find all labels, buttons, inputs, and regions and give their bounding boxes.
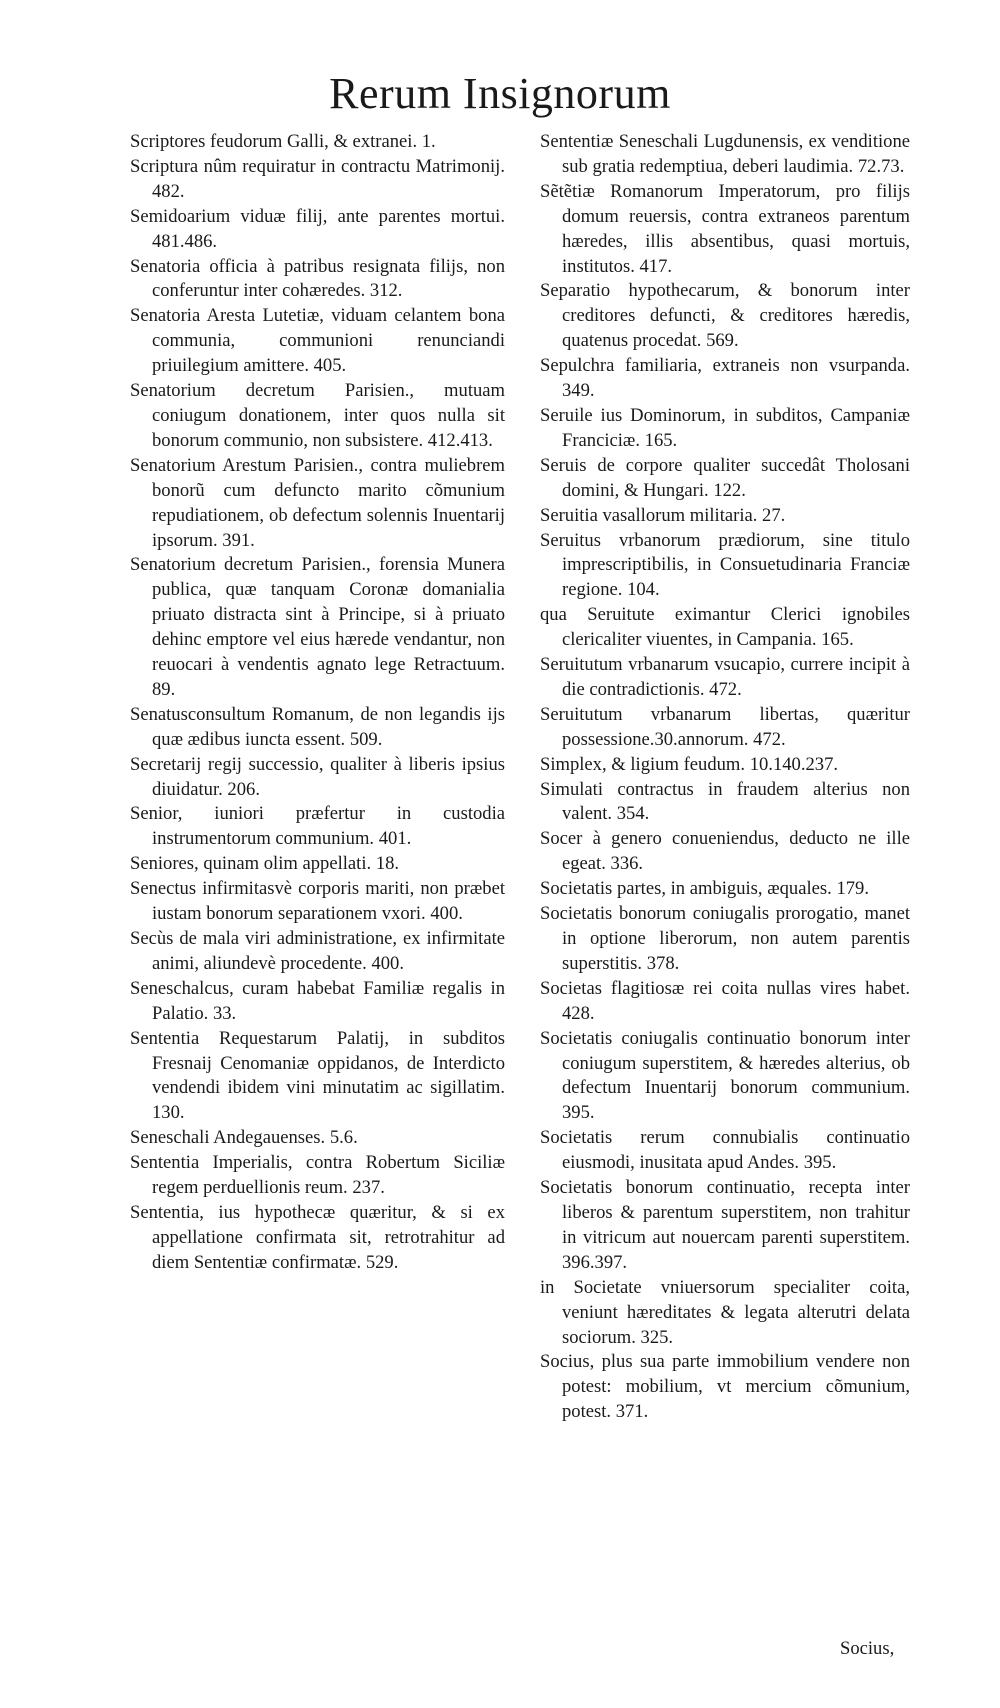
entry-page-ref: 371. — [615, 1401, 649, 1423]
entry-page-ref: 312. — [369, 280, 403, 302]
entry-text: Socius, plus sua parte immobilium vendere non potest: mobilium, vt mercium cõmunium, potest. — [540, 1351, 910, 1423]
entry-page-ref: 1. — [421, 131, 436, 152]
entry-text: Senatusconsultum Romanum, de non legandis ijs quæ ædibus iuncta essent. — [130, 703, 505, 750]
entry-page-ref: 72.73. — [857, 155, 905, 177]
index-entry — [540, 753, 910, 778]
index-entry — [540, 404, 910, 454]
entry-text: Societas flagitiosæ rei coita nullas vires habet. — [540, 977, 910, 999]
index-entry — [540, 454, 910, 504]
entry-text: Seniores, quinam olim appellati. — [130, 853, 372, 875]
entry-page-ref: 122. — [713, 479, 746, 501]
index-entry — [130, 155, 505, 205]
entry-page-ref: 400. — [371, 952, 404, 974]
entry-page-ref: 395. — [803, 1152, 837, 1174]
entry-page-ref: 400. — [430, 903, 463, 925]
index-entry — [130, 852, 505, 877]
entry-page-ref: 395. — [562, 1102, 595, 1124]
entry-text: Seneschali Andegauenses. — [130, 1127, 326, 1149]
entry-page-ref: 130. — [152, 1102, 185, 1124]
entry-text: qua Seruitute eximantur Clerici ignobiles clericaliter viuentes, in Campania. — [540, 604, 910, 651]
entry-page-ref: 472. — [709, 678, 742, 700]
index-entry — [130, 877, 505, 927]
index-entry — [130, 977, 505, 1027]
left-index-column — [130, 130, 505, 1276]
entry-page-ref: 18. — [375, 853, 400, 875]
entry-text: Senatorium Arestum Parisien., contra muliebrem bonorũ cum defuncto marito cõmunium repudiationem, ob defectum solennis Inuentarij ipsorum. — [130, 454, 505, 551]
entry-text: Sententia Requestarum Palatij, in subditos Fresnaij Cenomaniæ oppidanos, de Interdicto vendendi ibidem vini minutatim ac sigillatim. — [130, 1027, 505, 1099]
entry-text: Simplex, & ligium feudum. — [540, 753, 746, 775]
index-entry — [540, 180, 910, 280]
index-entry — [130, 703, 505, 753]
entry-text: Senior, iuniori præfertur in custodia instrumentorum communium. — [130, 803, 505, 850]
entry-page-ref: 336. — [610, 853, 644, 875]
index-entry — [130, 927, 505, 977]
entry-text: in Societate vniuersorum specialiter coita, veniunt hæreditates & legata alterutri delata sociorum. — [540, 1276, 910, 1348]
entry-text: Semidoarium viduæ filij, ante parentes mortui. — [130, 205, 505, 227]
entry-text: Secùs de mala viri administratione, ex infirmitate animi, aliundevè procedente. — [130, 928, 505, 974]
entry-text: Scriptura nûm requiratur in contractu Matrimonij. — [130, 155, 505, 177]
index-entry — [130, 1201, 505, 1276]
entry-page-ref: 104. — [627, 579, 660, 601]
entry-text: Sententia, ius hypothecæ quæritur, & si ex appellatione confirmata sit, retrotrahitur ad diem Sententiæ confirmatæ. — [130, 1201, 505, 1273]
index-entry — [130, 802, 505, 852]
index-entry — [540, 977, 910, 1027]
entry-text: Secretarij regij successio, qualiter à liberis ipsius diuidatur. — [130, 753, 505, 800]
entry-text: Socer à genero conueniendus, deducto ne ille egeat. — [540, 828, 910, 875]
index-entry — [540, 504, 910, 529]
entry-page-ref: 401. — [378, 828, 412, 850]
entry-page-ref: 412.413. — [427, 429, 493, 451]
entry-page-ref: 405. — [313, 355, 347, 377]
index-entry — [130, 379, 505, 454]
index-entry — [130, 753, 505, 803]
entry-page-ref: 396.397. — [562, 1251, 628, 1273]
index-entry — [540, 1176, 910, 1276]
entry-page-ref: 529. — [365, 1251, 399, 1273]
entry-text: Senatoria Aresta Lutetiæ, viduam celantem bona communia, communioni renunciandi priuilegium amittere. — [130, 305, 505, 377]
entry-text: Seruitia vasallorum militaria. — [540, 504, 758, 526]
index-entry — [130, 130, 505, 155]
entry-page-ref: 10.140.237. — [749, 753, 839, 775]
entry-text: Senatorium decretum Parisien., forensia Munera publica, quæ tanquam Coronæ domanialia priuato distracta sint à Principe, si à priuato dehinc emptore vel eius hærede vendantur, non reuocari à vendentis agnato lege Retractuum. — [130, 554, 505, 676]
entry-text: Societatis coniugalis continuatio bonorum inter coniugum superstitem, & hæredes alterius, ob defectum Inuentarij bonorum communium. — [540, 1027, 910, 1099]
index-entry — [540, 703, 910, 753]
index-entry — [540, 877, 910, 902]
entry-page-ref: 206. — [227, 778, 260, 800]
index-entry — [540, 653, 910, 703]
entry-text: Seruitutum vrbanarum libertas, quæritur possessione.30.annorum. — [540, 703, 910, 750]
entry-page-ref: 89. — [152, 678, 176, 700]
index-entry — [130, 304, 505, 379]
entry-page-ref: 481.486. — [152, 230, 218, 252]
entry-text: Seruile ius Dominorum, in subditos, Campaniæ Franciciæ. — [540, 404, 910, 451]
entry-page-ref: 165. — [644, 429, 678, 451]
entry-text: Scriptores feudorum Galli, & extranei. — [130, 131, 418, 152]
entry-page-ref: 5.6. — [329, 1127, 358, 1149]
index-entry — [540, 1350, 910, 1425]
index-entry — [130, 1027, 505, 1127]
entry-text: Societatis rerum connubialis continuatio eiusmodi, inusitata apud Andes. — [540, 1127, 910, 1174]
entry-page-ref: 482. — [152, 180, 185, 202]
entry-page-ref: 349. — [562, 380, 595, 402]
entry-text: Societatis bonorum coniugalis prorogatio, manet in optione liberorum, non autem parentis superstitis. — [540, 903, 910, 974]
index-entry — [540, 902, 910, 977]
entry-page-ref: 325. — [640, 1326, 674, 1348]
index-entry — [130, 1126, 505, 1151]
entry-text: Senatoria officia à patribus resignata filijs, non conferuntur inter cohæredes. — [130, 255, 505, 302]
entry-page-ref: 569. — [706, 330, 739, 352]
catchword: Socius, — [840, 1638, 895, 1659]
index-entry — [540, 778, 910, 828]
entry-page-ref: 179. — [836, 878, 869, 900]
entry-text: Societatis partes, in ambiguis, æquales. — [540, 878, 832, 900]
entry-text: Seruis de corpore qualiter succedât Tholosani domini, & Hungari. — [540, 454, 910, 501]
index-entry — [540, 1276, 910, 1351]
index-entry — [130, 255, 505, 305]
index-entry — [540, 130, 910, 180]
index-entry — [540, 827, 910, 877]
right-index-column — [540, 130, 910, 1425]
entry-page-ref: 417. — [639, 255, 673, 277]
index-entry — [130, 454, 505, 554]
index-entry — [130, 553, 505, 702]
entry-page-ref: 237. — [352, 1177, 385, 1199]
index-entry — [540, 279, 910, 354]
entry-page-ref: 33. — [212, 1002, 237, 1024]
entry-page-ref: 509. — [349, 728, 383, 750]
index-entry — [540, 1126, 910, 1176]
entry-page-ref: 472. — [753, 728, 786, 750]
index-entry — [540, 354, 910, 404]
index-entry — [540, 1027, 910, 1127]
index-entry — [540, 529, 910, 604]
entry-text: Seruitus vrbanorum prædiorum, sine titulo imprescriptibilis, in Consuetudinaria Franciæ regione. — [540, 529, 910, 601]
entry-text: Societatis bonorum continuatio, recepta inter liberos & parentum superstitem, non trahitur in vitricum aut nouercam parenti superstitem. — [540, 1177, 910, 1248]
entry-text: Senectus infirmitasvè corporis mariti, non præbet iustam bonorum separationem vxori. — [130, 878, 505, 925]
entry-page-ref: 391. — [222, 529, 255, 551]
entry-text: Sententiæ Seneschali Lugdunensis, ex venditione sub gratia redemptiua, deberi laudimia. — [540, 131, 910, 177]
entry-page-ref: 27. — [762, 504, 786, 526]
entry-text: Simulati contractus in fraudem alterius non valent. — [540, 778, 910, 825]
entry-text: Seruitutum vrbanarum vsucapio, currere incipit à die contradictionis. — [540, 654, 910, 700]
entry-page-ref: 165. — [821, 629, 854, 651]
index-entry — [130, 205, 505, 255]
entry-text: Senatorium decretum Parisien., mutuam coniugum donationem, inter quos nulla sit bonorum communio, non subsistere. — [130, 380, 505, 451]
index-entry — [540, 603, 910, 653]
page-title: Rerum Insignorum — [329, 69, 671, 118]
index-entry — [130, 1151, 505, 1201]
entry-page-ref: 354. — [616, 803, 650, 825]
entry-text: Separatio hypothecarum, & bonorum inter creditores defuncti, & creditores hæredis, quatenus procedat. — [540, 280, 910, 352]
entry-text: Sententia Imperialis, contra Robertum Siciliæ regem perduellionis reum. — [130, 1152, 505, 1199]
entry-text: Seneschalcus, curam habebat Familiæ regalis in Palatio. — [130, 977, 505, 1024]
entry-page-ref: 378. — [646, 952, 680, 974]
entry-text: Sepulchra familiaria, extraneis non vsurpanda. — [540, 355, 910, 377]
entry-page-ref: 428. — [562, 1002, 595, 1024]
entry-text: Sẽtẽtiæ Romanorum Imperatorum, pro filijs domum reuersis, contra extraneos parentum hæredes, illis absentibus, quasi mortuis, institutos. — [540, 180, 910, 277]
